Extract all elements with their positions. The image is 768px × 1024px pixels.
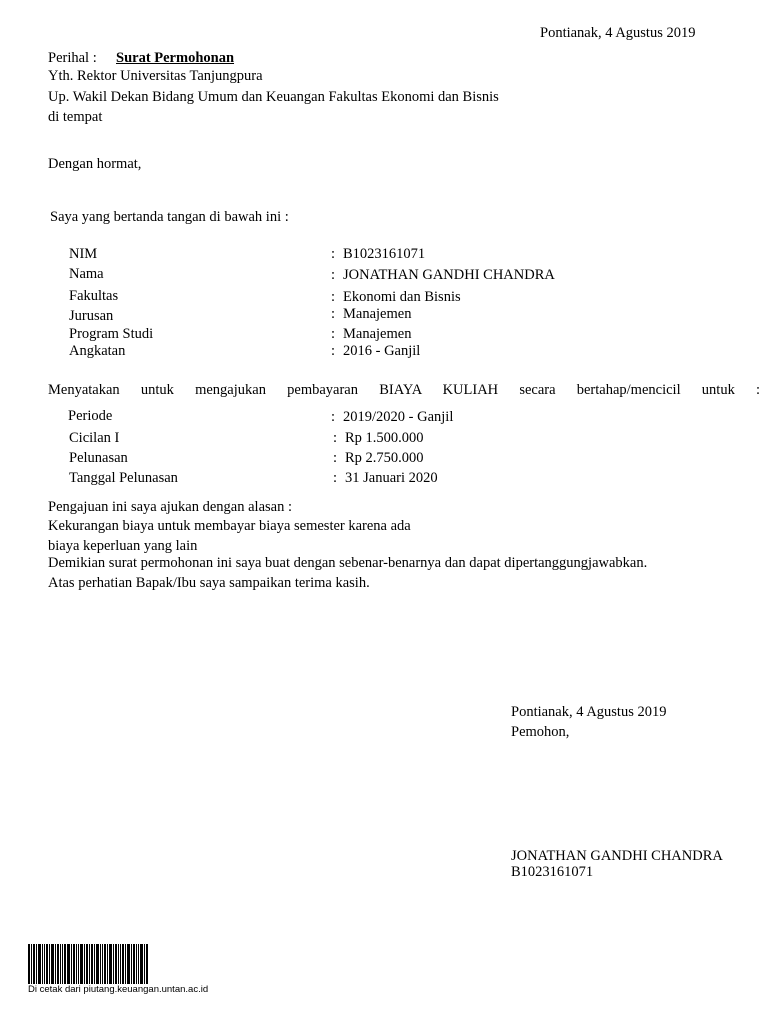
identity-label-angkatan: Angkatan xyxy=(69,343,126,359)
barcode-icon xyxy=(28,944,148,984)
statement-word: : xyxy=(756,382,761,398)
payment-label-pelunasan: Pelunasan xyxy=(69,450,128,466)
identity-colon: : xyxy=(331,306,336,322)
signature-nim: B1023161071 xyxy=(511,864,594,880)
statement-word: KULIAH xyxy=(442,382,499,398)
reason-line-1: Kekurangan biaya untuk membayar biaya semester karena ada xyxy=(48,518,411,534)
payment-value-pelunasan: Rp 2.750.000 xyxy=(345,450,424,466)
identity-label-nama: Nama xyxy=(69,266,104,282)
statement-word: secara xyxy=(519,382,556,398)
identity-label-nim: NIM xyxy=(69,246,98,262)
recipient-line-1: Yth. Rektor Universitas Tanjungpura xyxy=(48,68,263,84)
statement-word: Menyatakan xyxy=(48,382,120,398)
letter-date: Pontianak, 4 Agustus 2019 xyxy=(540,25,696,41)
statement-line xyxy=(48,383,760,398)
identity-colon: : xyxy=(331,289,336,305)
signature-name: JONATHAN GANDHI CHANDRA xyxy=(511,848,723,864)
identity-colon: : xyxy=(331,246,336,262)
identity-value-angkatan: 2016 - Ganjil xyxy=(343,343,421,359)
closing-line-1: Demikian surat permohonan ini saya buat dengan sebenar-benarnya dan dapat dipertanggungjawabkan. xyxy=(48,555,648,571)
statement-word: untuk xyxy=(140,382,174,398)
signature-role: Pemohon, xyxy=(511,724,570,740)
payment-label-periode: Periode xyxy=(68,408,113,424)
statement-word: pembayaran xyxy=(287,382,358,398)
perihal-value: Surat Permohonan xyxy=(116,50,235,66)
identity-colon: : xyxy=(331,267,336,283)
perihal-label: Perihal : xyxy=(48,50,97,66)
identity-colon: : xyxy=(331,326,336,342)
payment-label-tanggal-pelunasan: Tanggal Pelunasan xyxy=(69,470,178,486)
payment-value-cicilan: Rp 1.500.000 xyxy=(345,430,424,446)
identity-label-program-studi: Program Studi xyxy=(69,326,154,342)
statement-word: bertahap/mencicil xyxy=(576,382,681,398)
signature-date: Pontianak, 4 Agustus 2019 xyxy=(511,704,667,720)
identity-colon: : xyxy=(331,343,336,359)
statement-word: BIAYA xyxy=(379,382,422,398)
payment-colon: : xyxy=(333,470,338,486)
payment-label-cicilan: Cicilan I xyxy=(69,430,120,446)
reason-line-2: biaya keperluan yang lain xyxy=(48,538,198,554)
identity-label-fakultas: Fakultas xyxy=(69,288,119,304)
identity-value-jurusan: Manajemen xyxy=(343,306,412,322)
identity-value-nim: B1023161071 xyxy=(343,246,426,262)
payment-value-tanggal-pelunasan: 31 Januari 2020 xyxy=(345,470,438,486)
print-source-note: Di cetak dari piutang.keuangan.untan.ac.id xyxy=(28,984,209,995)
closing-line-2: Atas perhatian Bapak/Ibu saya sampaikan terima kasih. xyxy=(48,575,370,591)
identity-value-program-studi: Manajemen xyxy=(343,326,412,342)
statement-word: mengajukan xyxy=(195,382,266,398)
payment-colon: : xyxy=(333,430,338,446)
payment-colon: : xyxy=(331,409,336,425)
payment-colon: : xyxy=(333,450,338,466)
recipient-line-3: di tempat xyxy=(48,109,103,125)
greeting: Dengan hormat, xyxy=(48,156,142,172)
reason-intro: Pengajuan ini saya ajukan dengan alasan : xyxy=(48,499,293,515)
recipient-line-2: Up. Wakil Dekan Bidang Umum dan Keuangan Fakultas Ekonomi dan Bisnis xyxy=(48,89,499,105)
identity-value-nama: JONATHAN GANDHI CHANDRA xyxy=(343,267,555,283)
identity-value-fakultas: Ekonomi dan Bisnis xyxy=(343,289,461,305)
identity-label-jurusan: Jurusan xyxy=(69,308,114,324)
intro-line: Saya yang bertanda tangan di bawah ini : xyxy=(50,209,289,225)
statement-word: untuk xyxy=(701,382,735,398)
payment-value-periode: 2019/2020 - Ganjil xyxy=(343,409,454,425)
